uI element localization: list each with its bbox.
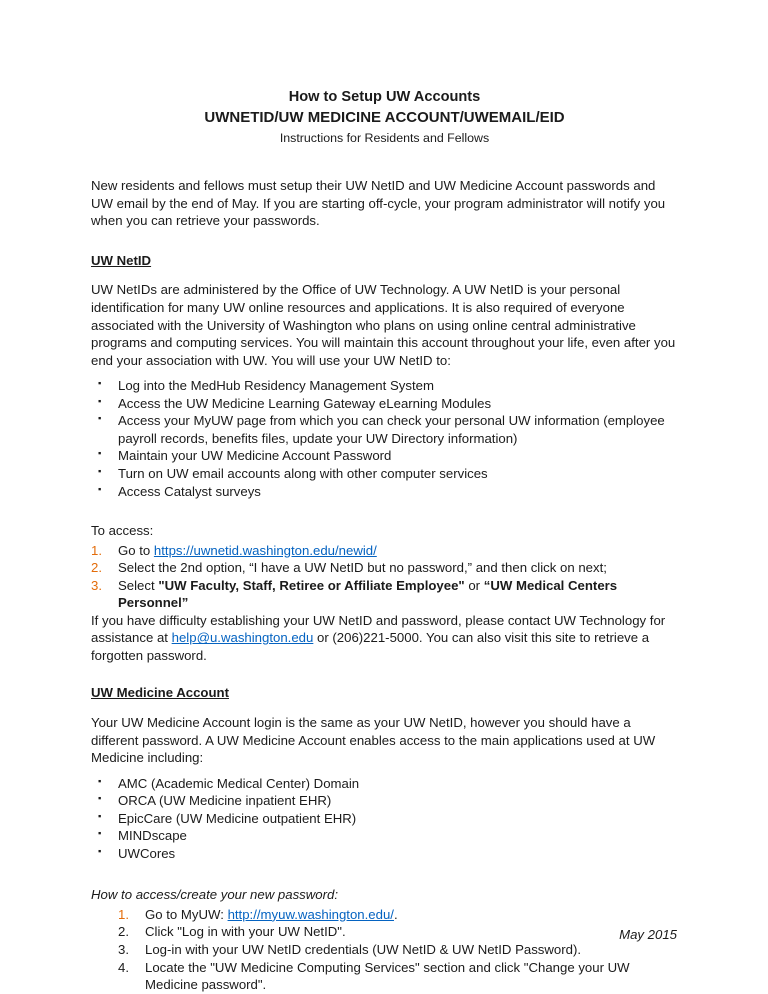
step-item — [91, 542, 678, 560]
medicine-steps-list — [91, 906, 678, 994]
step-text-segment: Go to — [118, 542, 154, 558]
step-item — [91, 577, 678, 612]
step-number: 2. — [118, 924, 129, 940]
doc-audience-line: Instructions for Residents and Fellows — [279, 130, 490, 145]
netid-body-paragraph: UW NetIDs are administered by the Office of UW Technology. A UW NetID is your personal identification for many UW online resources and applications. It is also required of everyone associated with the University of Washington who plans on using online central administrative programs and computing services. You will maintain this account throughout your life, even after you end your association with UW. You will use your UW NetID to: — [91, 282, 676, 368]
list-item: ▪ AMC (Academic Medical Center) Domain — [91, 775, 678, 793]
step-item — [91, 559, 678, 577]
step-item — [91, 959, 678, 994]
step-text-segment: Go to MyUW: — [145, 906, 228, 922]
doc-subtitle: UWNETID/UW MEDICINE ACCOUNT/UWEMAIL/EID — [204, 108, 565, 126]
intro-paragraph: New residents and fellows must setup their UW NetID and UW Medicine Account passwords and UW email by the end of May. If you are starting off-cycle, your program administrator will notify you when you can retrieve your passwords. — [91, 178, 666, 229]
step-text-segment: Select — [118, 577, 159, 593]
step-number: 2. — [91, 560, 102, 576]
step-number: 4. — [118, 959, 129, 975]
step-text: Log-in with your UW NetID credentials (UW NetID & UW NetID Password). — [145, 941, 582, 957]
list-item: ▪ EpicCare (UW Medicine outpatient EHR) — [91, 810, 678, 828]
document-date: May 2015 — [619, 927, 677, 943]
netid-steps-list — [91, 542, 678, 612]
list-item: ▪ MINDscape — [91, 827, 678, 845]
step-item — [91, 941, 678, 959]
medicine-bullet-list — [91, 775, 678, 863]
step-number: 1. — [118, 906, 129, 922]
list-item: ▪ Access Catalyst surveys — [91, 483, 678, 501]
step-item — [91, 923, 678, 941]
doc-title: How to Setup UW Accounts — [288, 89, 481, 105]
list-item: ▪ Turn on UW email accounts along with other computer services — [91, 465, 678, 483]
step-text — [118, 577, 678, 612]
list-item: ▪ ORCA (UW Medicine inpatient EHR) — [91, 792, 678, 810]
step-text-segment: or — [464, 577, 484, 593]
list-item: ▪ Access your MyUW page from which you can check your personal UW information (employee payroll records, benefits files, update your UW Directory information) — [91, 412, 678, 447]
step-text: Locate the "UW Medicine Computing Services" section and click "Change your UW Medicine password". — [145, 959, 630, 993]
myuw-link[interactable]: http://myuw.washington.edu/ — [227, 906, 394, 922]
list-item: ▪ Maintain your UW Medicine Account Password — [91, 447, 678, 465]
step-number: 3. — [118, 941, 129, 957]
step-text: Click "Log in with your UW NetID". — [145, 924, 346, 940]
step-number: 1. — [91, 542, 102, 558]
step-text-segment: . — [393, 906, 398, 922]
medicine-body-paragraph: Your UW Medicine Account login is the same as your UW NetID, however you should have a different password. A UW Medicine Account enables access to the main applications used at UW Medicine including: — [91, 714, 656, 766]
step-text — [145, 906, 398, 924]
step-text: Select the 2nd option, “I have a UW NetID but no password,” and then click on next; — [118, 560, 607, 576]
section-heading-uw-netid: UW NetID — [91, 252, 152, 268]
step-text-bold-segment: "UW Faculty, Staff, Retiree or Affiliate Employee" — [158, 577, 465, 593]
step-item — [91, 906, 678, 924]
document-header — [91, 88, 678, 147]
help-text-segment: or (206)221-5000. You can also visit this site to retrieve a forgotten password. — [91, 630, 650, 663]
uwnetid-newid-link[interactable]: https://uwnetid.washington.edu/newid/ — [153, 542, 377, 558]
list-item: ▪ Log into the MedHub Residency Management System — [91, 377, 678, 395]
step-text-bold-segment: “UW Medical Centers Personnel” — [118, 577, 618, 611]
list-item: ▪ Access the UW Medicine Learning Gateway eLearning Modules — [91, 395, 678, 413]
help-paragraph — [91, 612, 678, 665]
help-email-link[interactable]: help@u.washington.edu — [171, 630, 314, 646]
help-text-segment: If you have difficulty establishing your UW NetID and password, please contact UW Technology for assistance at — [91, 612, 666, 646]
section-heading-uw-medicine-account: UW Medicine Account — [91, 685, 229, 701]
to-access-label: To access: — [91, 523, 154, 539]
step-text — [118, 542, 377, 560]
step-number: 3. — [91, 577, 102, 593]
howto-label: How to access/create your new password: — [91, 887, 339, 903]
netid-bullet-list — [91, 377, 678, 500]
list-item: ▪ UWCores — [91, 845, 678, 863]
